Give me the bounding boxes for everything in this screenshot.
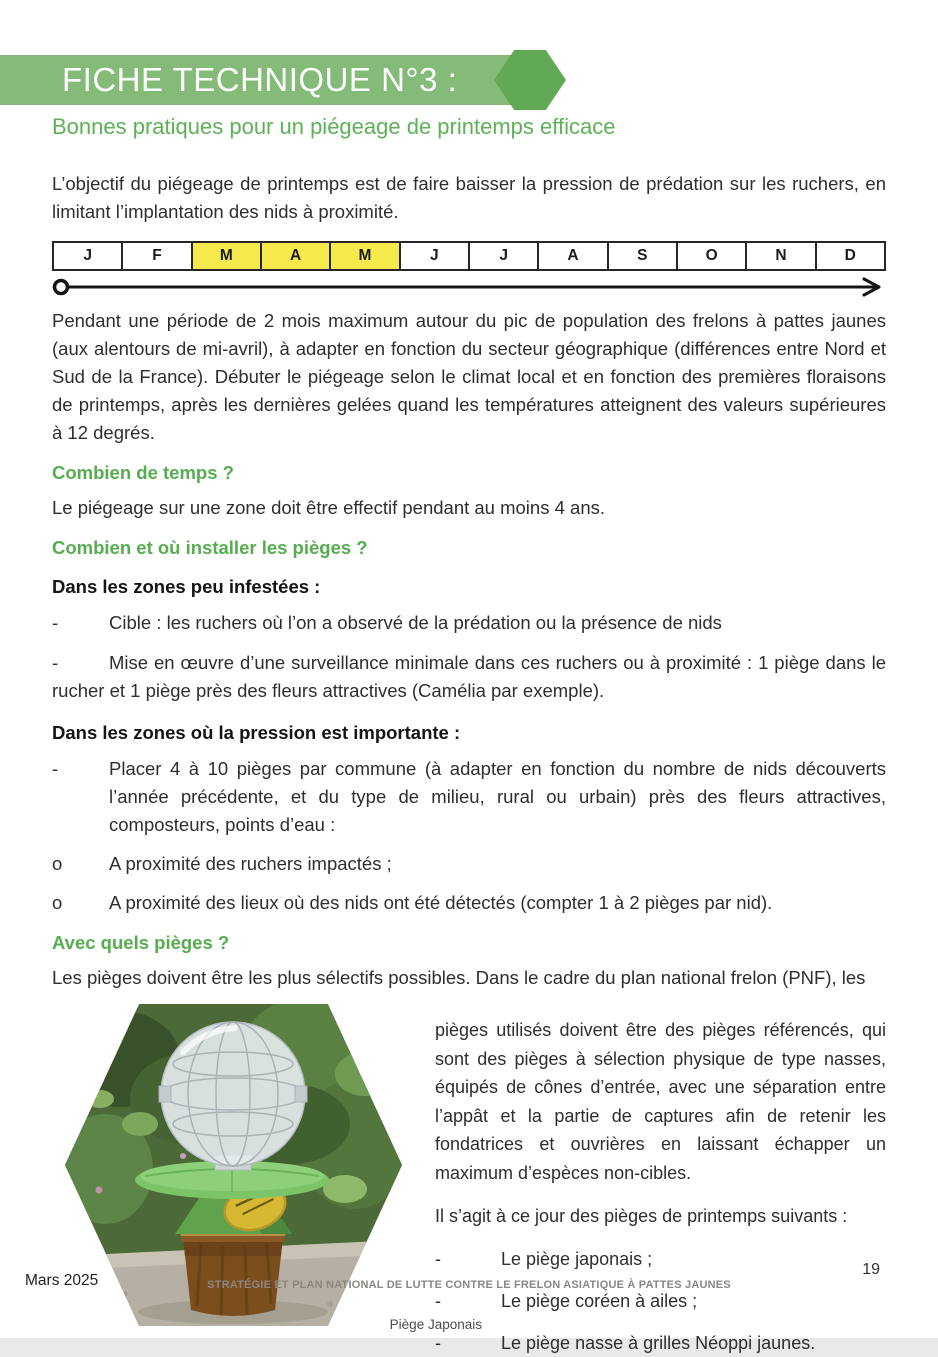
photo-caption: Piège Japonais [389, 1317, 482, 1332]
period-paragraph: Pendant une période de 2 mois maximum autour du pic de population des frelons à pattes jaunes (aux alentours de mi-avril), à adapter en fonction du secteur géographique (différences entre Nord et Sud de la France). Débuter le piégeage selon le climat local et en fonction des premières floraisons de printemps, après les dernières gelées quand les températures atteignent des valeurs supérieures à 12 degrés. [52, 310, 886, 443]
list-item: - Placer 4 à 10 pièges par commune (à adapter en fonction du nombre de nids découverts l’année précédente, et du type de milieu, rural ou urbain) près des fleurs attractives, composteurs, points d’eau : [52, 755, 886, 839]
month-cell: M [329, 243, 398, 269]
month-cell: A [537, 243, 606, 269]
trap-media-row [52, 1004, 886, 1357]
dash-bullet: - [52, 758, 59, 779]
content-column [52, 108, 886, 1357]
timeline-arrow-icon [52, 275, 886, 299]
dash-bullet: - [435, 1248, 441, 1269]
list-item: - Le piège coréen à ailes ; [435, 1287, 886, 1315]
subheading-high-pressure: Dans les zones où la pression est importante : [52, 722, 461, 743]
page-title: FICHE TECHNIQUE N°3 : [62, 61, 458, 98]
list-item: o A proximité des lieux où des nids ont été détectés (compter 1 à 2 pièges par nid). [52, 889, 886, 917]
page-subtitle: Bonnes pratiques pour un piégeage de printemps efficace [52, 114, 616, 139]
dash-bullet: - [52, 612, 59, 633]
month-cell: M [191, 243, 260, 269]
list-item: - Le piège japonais ; [435, 1245, 886, 1273]
month-cell: D [815, 243, 884, 269]
footer-page-number: 19 [862, 1261, 880, 1278]
section-heading-which-traps: Avec quels pièges ? [52, 932, 230, 953]
section-heading-duration: Combien de temps ? [52, 462, 234, 483]
footer-title: STRATÉGIE ET PLAN NATIONAL DE LUTTE CONTRE LE FRELON ASIATIQUE À PATTES JAUNES [207, 1279, 731, 1291]
month-cell: N [745, 243, 814, 269]
list-item: - Le piège nasse à grilles Néoppi jaunes. [435, 1329, 886, 1357]
section-heading-where: Combien et où installer les pièges ? [52, 537, 368, 558]
list-item: - Mise en œuvre d’une surveillance minimale dans ces ruchers ou à proximité : 1 piège dans le rucher et 1 piège près des fleurs attractives (Camélia par exemple). [52, 649, 886, 705]
duration-paragraph: Le piégeage sur une zone doit être effectif pendant au moins 4 ans. [52, 497, 605, 518]
subheading-low-infestation: Dans les zones peu infestées : [52, 576, 321, 597]
month-cell: S [607, 243, 676, 269]
trap-text-column [435, 1004, 886, 1357]
trap-paragraph: pièges utilisés doivent être des pièges référencés, qui sont des pièges à sélection physique de type nasses, équipés de cônes d’entrée, avec une séparation entre l’appât et la partie de captures afin de retenir les fondatrices et ouvrières en laissant échapper un maximum d’espèces non-cibles. [435, 1020, 886, 1183]
trap-list-intro: Il s’agit à ce jour des pièges de printemps suivants : [435, 1206, 848, 1226]
japanese-trap-photo [65, 1004, 402, 1326]
month-calendar [52, 241, 886, 271]
list-item: - Cible : les ruchers où l’on a observé de la prédation ou la présence de nids [52, 609, 886, 637]
month-cell: J [83, 247, 92, 264]
circle-bullet: o [52, 892, 63, 913]
footer-date: Mars 2025 [25, 1272, 99, 1289]
month-cell: F [121, 243, 190, 269]
traps-intro-paragraph: Les pièges doivent être les plus sélectifs possibles. Dans le cadre du plan national frelon (PNF), les [52, 967, 866, 988]
month-cell: J [468, 243, 537, 269]
dash-bullet: - [52, 652, 59, 673]
list-item: o A proximité des ruchers impactés ; [52, 850, 886, 878]
dash-bullet: - [435, 1332, 441, 1353]
month-cell: J [399, 243, 468, 269]
month-cell: O [676, 243, 745, 269]
month-cell: A [260, 243, 329, 269]
intro-paragraph: L’objectif du piégeage de printemps est de faire baisser la pression de prédation sur les ruchers, en limitant l’implantation des nids à proximité. [52, 173, 886, 222]
header-banner [0, 55, 520, 105]
circle-bullet: o [52, 853, 63, 874]
dash-bullet: - [435, 1290, 441, 1311]
